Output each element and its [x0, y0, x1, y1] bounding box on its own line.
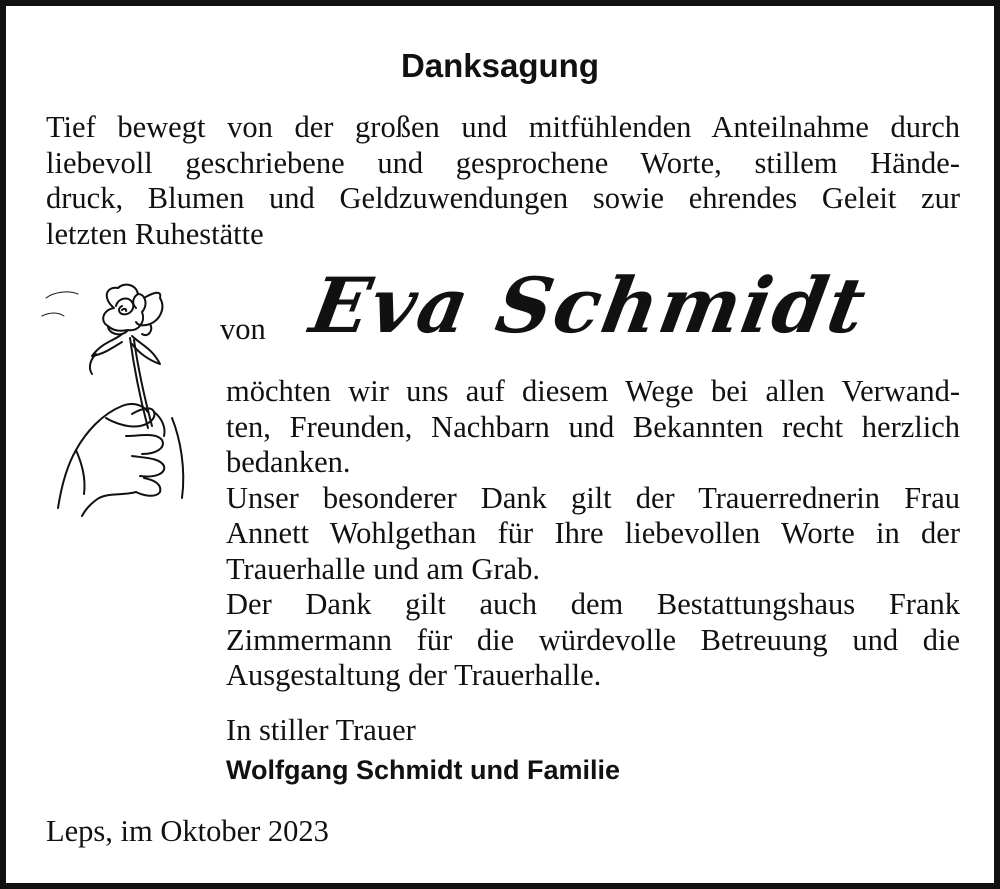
intro-line: Tief bewegt von der großen und mitfühlenden Anteilnahme durch — [46, 110, 960, 144]
intro-line: liebevoll geschriebene und gesprochene Worte, stillem Hände- — [46, 145, 960, 180]
body-line: Ausgestaltung der Trauerhalle. — [226, 658, 602, 692]
body-line: ten, Freunden, Nachbarn und Bekannten recht herzlich — [226, 409, 960, 444]
deceased-name: Eva Schmidt — [304, 261, 874, 350]
mourning-line: In stiller Trauer — [226, 713, 416, 747]
body-line: bedanken. — [226, 445, 351, 479]
intro-line: druck, Blumen und Geldzuwendungen sowie ehrendes Geleit zur — [46, 181, 960, 215]
rose-in-hand-icon — [32, 268, 202, 518]
body-line: Unser besonderer Dank gilt der Trauerrednerin Frau — [226, 480, 960, 515]
intro-paragraph — [46, 110, 960, 252]
body-line: Annett Wohlgethan für Ihre liebevollen Worte in der — [226, 516, 960, 550]
intro-line: letzten Ruhestätte — [46, 216, 264, 251]
von-label: von — [220, 312, 266, 346]
signer-name: Wolfgang Schmidt und Familie — [226, 755, 621, 785]
body-line: Trauerhalle und am Grab. — [226, 551, 540, 586]
place-date: Leps, im Oktober 2023 — [46, 814, 329, 848]
body-line: Der Dank gilt auch dem Bestattungshaus Frank — [226, 587, 960, 621]
body-line: möchten wir uns auf diesem Wege bei allen Verwand- — [226, 374, 960, 408]
thanks-paragraph — [226, 374, 960, 694]
heading: Danksagung — [400, 47, 600, 84]
body-line: Zimmermann für die würdevolle Betreuung und die — [226, 622, 960, 657]
